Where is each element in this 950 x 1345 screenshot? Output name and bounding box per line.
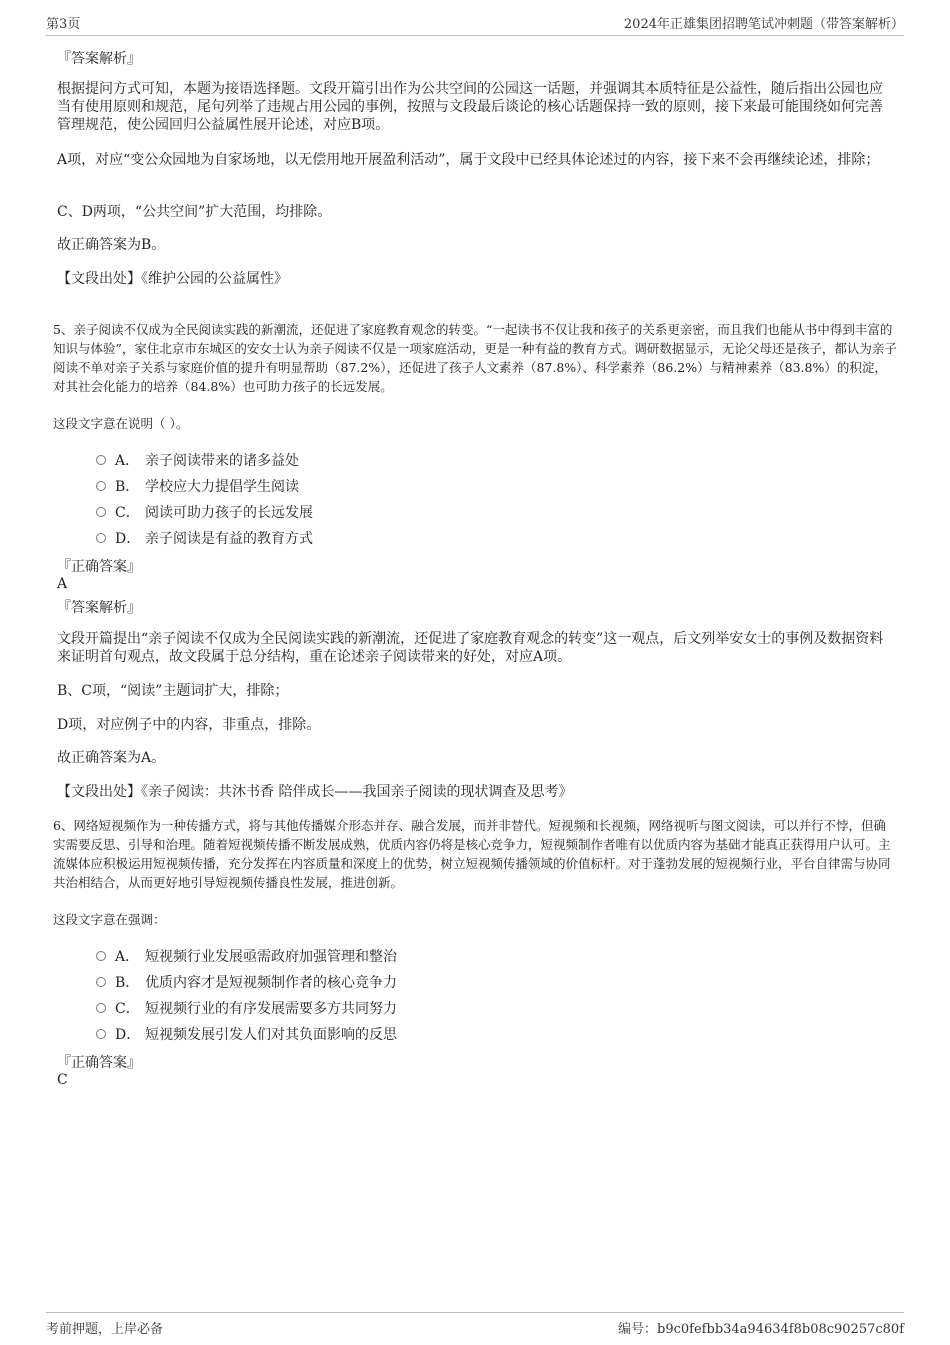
- q5-option-d[interactable]: D． 亲子阅读是有益的教育方式: [96, 528, 313, 548]
- q5-prompt: 这段文字意在说明（ ）。: [53, 416, 189, 431]
- q5-analysis-p2: B、C项，“阅读”主题词扩大，排除；: [57, 683, 289, 699]
- q4-source: 【文段出处】《维护公园的公益属性》: [57, 271, 288, 287]
- q5-analysis-p1: 文段开篇提出“亲子阅读不仅成为全民阅读实践的新潮流，还促进了家庭教育观念的转变”这一观点，后文列举安女士的事例及数据资料来证明首句观点，故文段属于总分结构，重在论述亲子阅读带来的好处，对应A项。: [57, 631, 884, 665]
- page-number: 第3页: [46, 17, 81, 32]
- q5-answer: A: [57, 576, 68, 592]
- q4-analysis-p4: 故正确答案为B。: [57, 237, 166, 253]
- radio-icon[interactable]: [96, 1003, 106, 1013]
- q5-option-a[interactable]: A． 亲子阅读带来的诸多益处: [96, 450, 299, 470]
- q5-analysis-label: 『答案解析』: [57, 600, 141, 616]
- q6-prompt: 这段文字意在强调：: [53, 912, 166, 927]
- q6-option-d[interactable]: D． 短视频发展引发人们对其负面影响的反思: [96, 1024, 397, 1044]
- q5-analysis-p3: D项，对应例子中的内容，非重点，排除。: [57, 717, 321, 733]
- radio-icon[interactable]: [96, 455, 106, 465]
- q6-answer: C: [57, 1072, 68, 1088]
- q6-option-b[interactable]: B． 优质内容才是短视频制作者的核心竞争力: [96, 972, 397, 992]
- page-header: [46, 12, 904, 36]
- q6-answer-label: 『正确答案』: [57, 1055, 141, 1071]
- q5-option-b[interactable]: B． 学校应大力提倡学生阅读: [96, 476, 299, 496]
- q5-option-c[interactable]: C． 阅读可助力孩子的长远发展: [96, 502, 313, 522]
- q5-answer-label: 『正确答案』: [57, 559, 141, 575]
- q5-analysis-p4: 故正确答案为A。: [57, 750, 166, 766]
- q6-option-c[interactable]: C． 短视频行业的有序发展需要多方共同努力: [96, 998, 397, 1018]
- radio-icon[interactable]: [96, 507, 106, 517]
- q4-analysis-p3: C、D两项，“公共空间”扩大范围，均排除。: [57, 204, 332, 220]
- q5-source: 【文段出处】《亲子阅读：共沐书香 陪伴成长——我国亲子阅读的现状调查及思考》: [57, 784, 573, 800]
- radio-icon[interactable]: [96, 1029, 106, 1039]
- radio-icon[interactable]: [96, 977, 106, 987]
- radio-icon[interactable]: [96, 481, 106, 491]
- q6-stem: 6、网络短视频作为一种传播方式，将与其他传播媒介形态并存、融合发展，而并非替代。短视频和长视频，网络视听与图文阅读，可以并行不悖，但确实需要反思、引导和治理。随着短视频传播不断发展成熟，优质内容仍将是核心竞争力，短视频制作者唯有以优质内容为基础才能真正获得用户认可。主流媒体应积极运用短视频传播，充分发挥在内容质量和深度上的优势，树立短视频传播领域的价值标杆。对于蓬勃发展的短视频行业，平台自律需与协同共治相结合，从而更好地引导短视频传播良性发展，推进创新。: [53, 818, 891, 890]
- q5-stem: 5、亲子阅读不仅成为全民阅读实践的新潮流，还促进了家庭教育观念的转变。“一起读书不仅让我和孩子的关系更亲密，而且我们也能从书中得到丰富的知识与体验”，家住北京市东城区的安女士认为亲子阅读不仅是一项家庭活动，更是一种有益的教育方式。调研数据显示，无论父母还是孩子，都认为亲子阅读不单对亲子关系与家庭价值的提升有明显帮助（87.2%），还促进了孩子人文素养（87.8%）、科学素养（86.2%）与精神素养（83.8%）的积淀，对其社会化能力的培养（84.8%）也可助力孩子的长远发展。: [53, 322, 897, 394]
- page-footer: [46, 1312, 904, 1338]
- q6-option-a[interactable]: A． 短视频行业发展亟需政府加强管理和整治: [96, 946, 397, 966]
- document-title: 2024年正雄集团招聘笔试冲刺题（带答案解析）: [623, 17, 904, 32]
- radio-icon[interactable]: [96, 533, 106, 543]
- footer-serial: 编号：b9c0fefbb34a94634f8b08c90257c80f: [618, 1321, 904, 1337]
- q4-analysis-p2: A项，对应“变公众园地为自家场地，以无偿用地开展盈利活动”，属于文段中已经具体论述过的内容，接下来不会再继续论述，排除；: [57, 152, 880, 168]
- footer-slogan: 考前押题，上岸必备: [46, 1321, 164, 1337]
- q4-analysis-label: 『答案解析』: [57, 51, 141, 67]
- q4-analysis-p1: 根据提问方式可知，本题为接语选择题。文段开篇引出作为公共空间的公园这一话题，并强调其本质特征是公益性，随后指出公园也应当有使用原则和规范，尾句列举了违规占用公园的事例，按照与文段最后谈论的核心话题保持一致的原则，接下来最可能围绕如何完善管理规范，使公园回归公益属性展开论述，对应B项。: [57, 81, 883, 133]
- radio-icon[interactable]: [96, 951, 106, 961]
